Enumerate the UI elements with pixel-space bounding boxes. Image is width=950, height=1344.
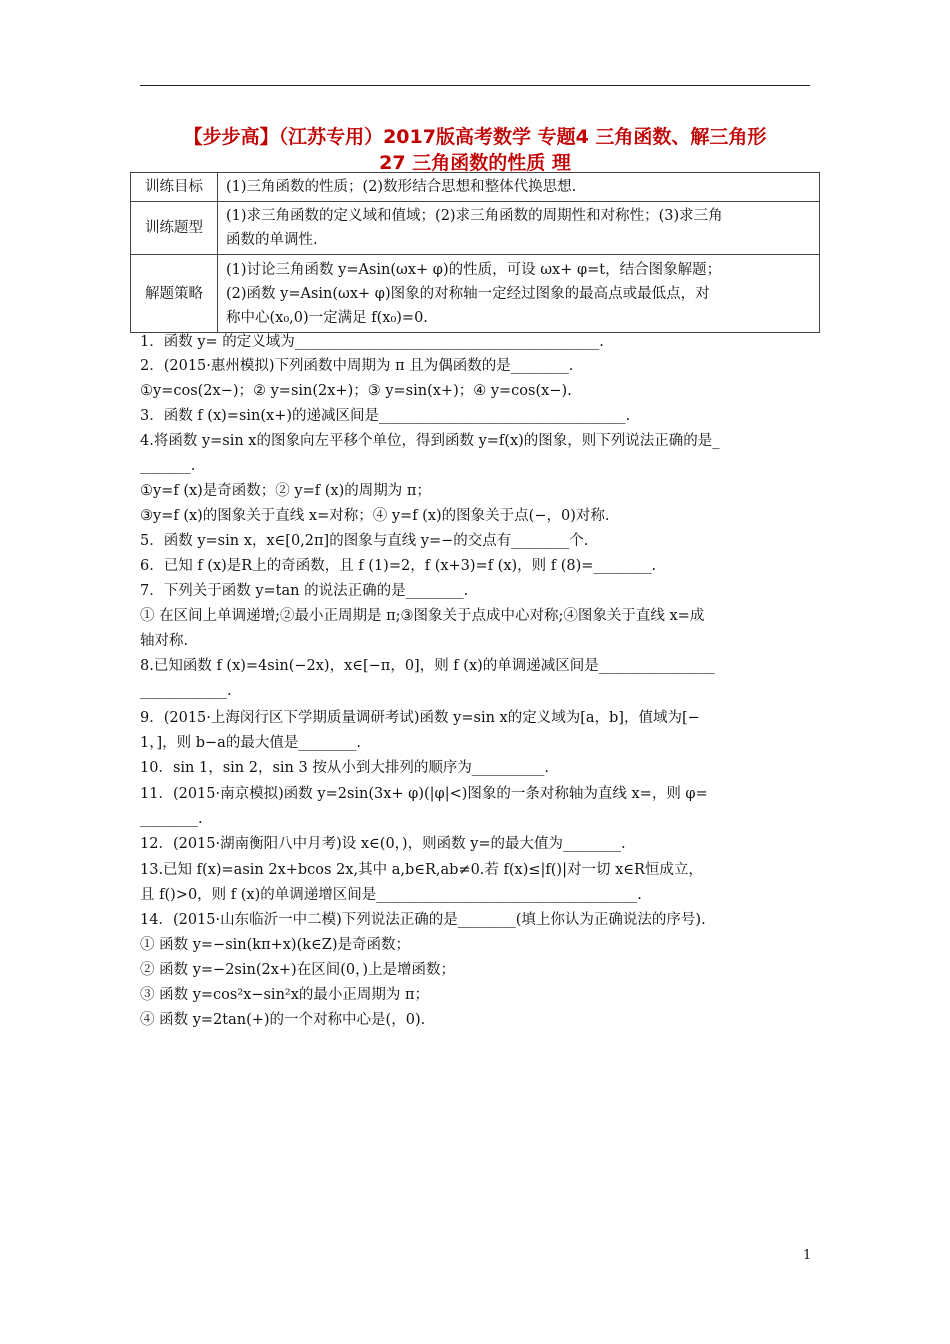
row-value-line: 称中心(x₀,0)一定满足 f(x₀)=0.	[226, 309, 428, 326]
row-value	[218, 173, 820, 202]
question-line: ① 函数 y=−sin(kπ+x)(k∈Z)是奇函数；	[140, 937, 410, 953]
question-line: 8.已知函数 f (x)=4sin(−2x)，x∈[−π，0]，则 f (x)的单调递减区间是________________	[140, 658, 715, 674]
question-line: 12．(2015·湖南衡阳八中月考)设 x∈(0，)，则函数 y=的最大值为________.	[140, 836, 626, 852]
question-line: ① 在区间上单调递增;②最小正周期是 π;③图象关于点成中心对称;④图象关于直线 x=成	[140, 608, 705, 624]
row-value-line: (1)求三角函数的定义域和值域；(2)求三角函数的周期性和对称性；(3)求三角	[226, 208, 723, 224]
question-line: 7．下列关于函数 y=tan 的说法正确的是________.	[140, 583, 469, 599]
document-title: 【步步高】（江苏专用）2017版高考数学 专题4 三角函数、解三角形	[183, 126, 767, 148]
row-key: 解题策略	[131, 255, 218, 333]
row-key: 训练目标	[131, 173, 218, 202]
question-line: 4.将函数 y=sin x的图象向左平移个单位，得到函数 y=f(x)的图象，则下列说法正确的是_	[140, 433, 720, 449]
question-line: ② 函数 y=−2sin(2x+)在区间(0，)上是增函数；	[140, 962, 456, 978]
question-line: 13.已知 f(x)=asin 2x+bcos 2x,其中 a,b∈R,ab≠0.若 f(x)≤|f()|对一切 x∈R恒成立，	[140, 862, 703, 878]
row-value	[218, 202, 820, 255]
table-row	[131, 255, 820, 333]
document-subtitle: 27 三角函数的性质 理	[379, 152, 571, 174]
question-line: 6．已知 f (x)是R上的奇函数，且 f (1)=2，f (x+3)=f (x)，则 f (8)=________.	[140, 558, 657, 574]
page-number: 1	[803, 1248, 812, 1263]
question-line: 且 f()>0，则 f (x)的单调递增区间是____________________________________.	[140, 887, 642, 903]
question-line: 5．函数 y=sin x，x∈[0,2π]的图象与直线 y=−的交点有________个.	[140, 533, 589, 549]
question-line: _______.	[140, 458, 196, 474]
question-line: ____________.	[140, 683, 232, 699]
row-value-line: (1)三角函数的性质；(2)数形结合思想和整体代换思想.	[226, 179, 577, 195]
question-line: ③y=f (x)的图象关于直线 x=对称；④ y=f (x)的图象关于点(−，0)对称.	[140, 508, 610, 524]
question-line: 10．sin 1，sin 2，sin 3 按从小到大排列的顺序为__________.	[140, 760, 549, 776]
row-value-line: 函数的单调性.	[226, 232, 318, 248]
question-line: 1．函数 y= 的定义域为__________________________________________.	[140, 334, 604, 350]
question-line: ③ 函数 y=cos²x−sin²x的最小正周期为 π；	[140, 987, 430, 1003]
row-value-line: (2)函数 y=Asin(ωx+ φ)图象的对称轴一定经过图象的最高点或最低点，对	[226, 285, 710, 302]
table-row	[131, 202, 820, 255]
question-line: ①y=f (x)是奇函数；② y=f (x)的周期为 π；	[140, 483, 431, 499]
question-line: 2．(2015·惠州模拟)下列函数中周期为 π 且为偶函数的是________.	[140, 358, 574, 374]
info-table	[130, 172, 820, 333]
row-value-line: (1)讨论三角函数 y=Asin(ωx+ φ)的性质，可设 ωx+ φ=t，结合图象解题；	[226, 261, 722, 278]
row-value	[218, 255, 820, 333]
question-line: ①y=cos(2x−)；② y=sin(2x+)；③ y=sin(x+)；④ y=cos(x−).	[140, 383, 572, 399]
question-line: ________.	[140, 811, 203, 827]
table-row	[131, 173, 820, 202]
question-line: 3．函数 f (x)=sin(x+)的递减区间是__________________________________.	[140, 408, 631, 424]
question-line: 9．(2015·上海闵行区下学期质量调研考试)函数 y=sin x的定义域为[a，b]，值域为[−	[140, 710, 700, 726]
row-key: 训练题型	[131, 202, 218, 255]
question-line: 11．(2015·南京模拟)函数 y=2sin(3x+ φ)(|φ|<)图象的一条对称轴为直线 x=，则 φ=	[140, 786, 708, 802]
header-rule	[140, 85, 810, 86]
question-line: 14．(2015·山东临沂一中二模)下列说法正确的是________(填上你认为正确说法的序号).	[140, 912, 706, 928]
question-line: 1，]，则 b−a的最大值是________.	[140, 735, 361, 751]
question-line: 轴对称.	[140, 633, 189, 649]
question-line: ④ 函数 y=2tan(+)的一个对称中心是(，0).	[140, 1012, 426, 1028]
